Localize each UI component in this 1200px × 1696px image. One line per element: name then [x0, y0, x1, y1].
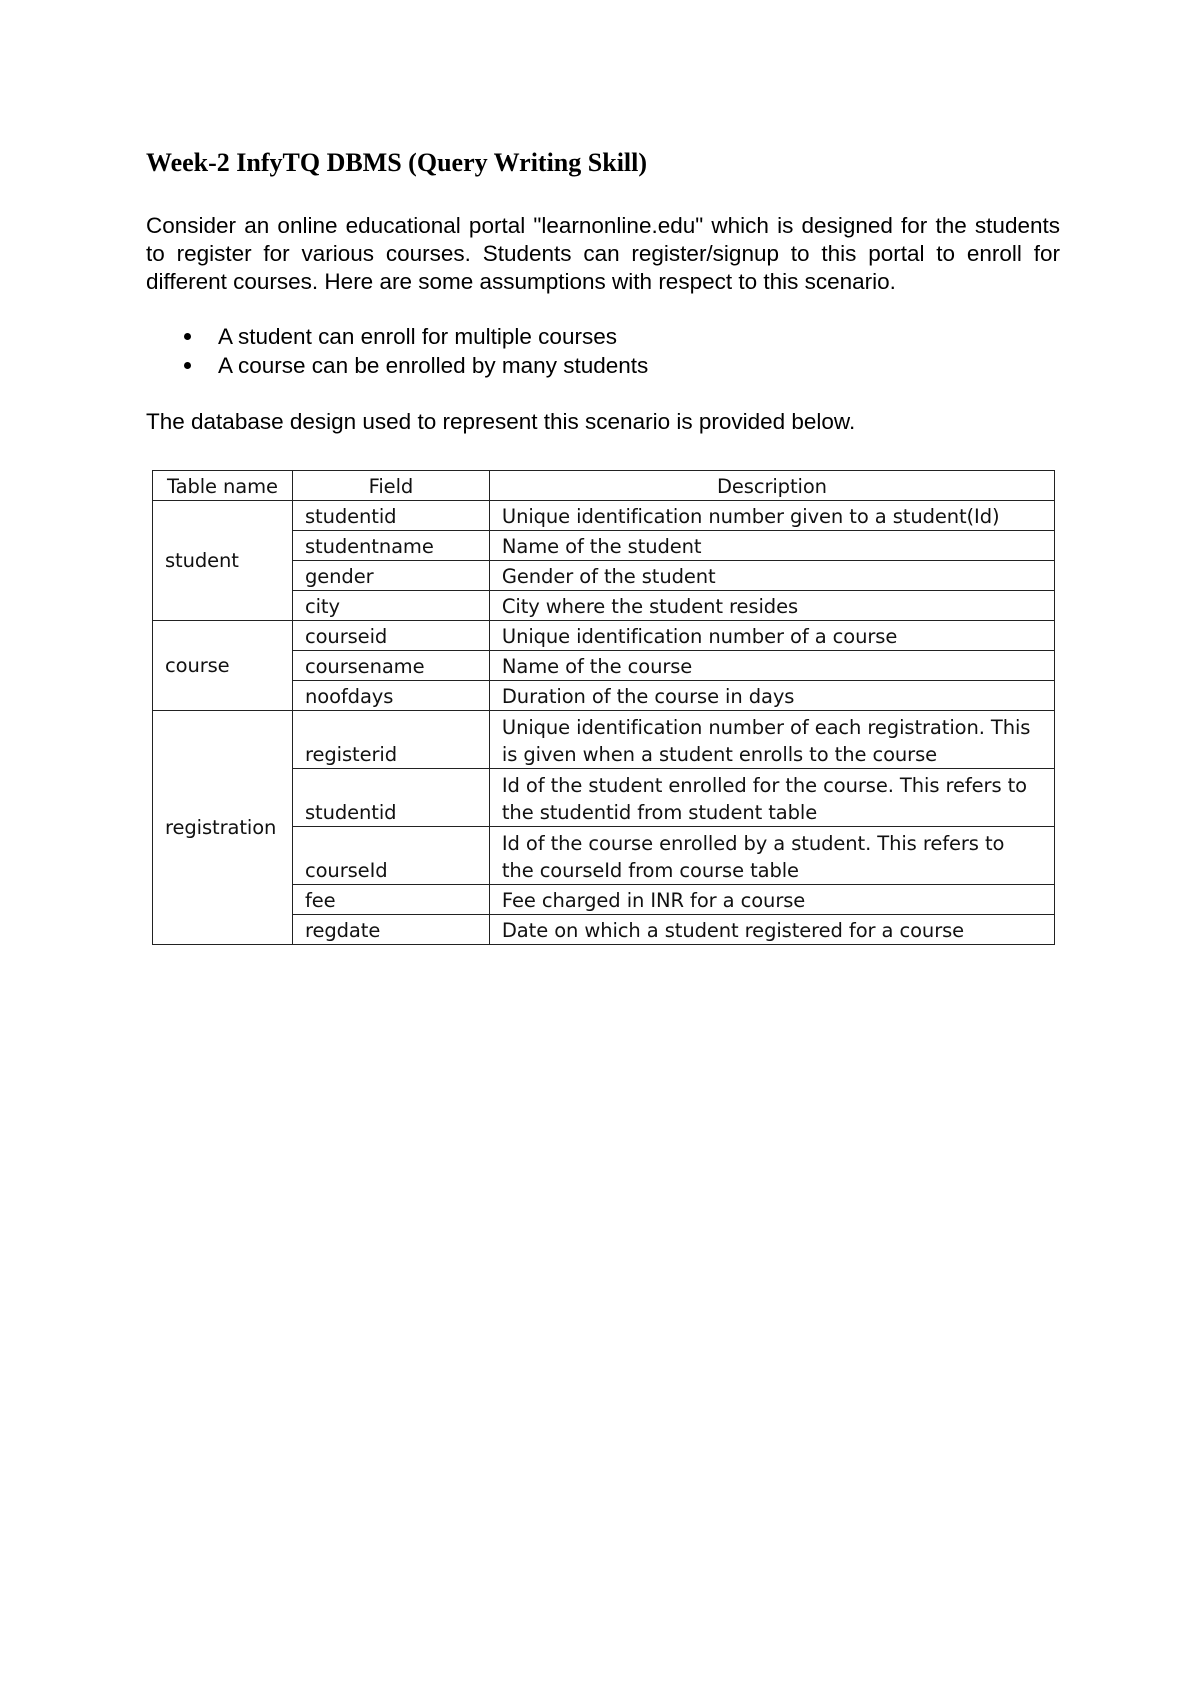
table-row [153, 711, 1055, 769]
schema-table [152, 470, 1055, 945]
table-row [153, 621, 1055, 651]
field-cell: courseId [292, 827, 489, 885]
description-cell: Id of the student enrolled for the course. This refers to the studentid from student table [489, 769, 1054, 827]
list-item-text: A course can be enrolled by many students [218, 353, 649, 378]
field-cell: registerid [292, 711, 489, 769]
description-cell: Fee charged in INR for a course [489, 885, 1054, 915]
list-item-text: A student can enroll for multiple courses [218, 324, 617, 349]
description-cell: Date on which a student registered for a course [489, 915, 1054, 945]
description-cell: Unique identification number of a course [489, 621, 1054, 651]
field-cell: coursename [292, 651, 489, 681]
description-cell: Id of the course enrolled by a student. This refers to the courseId from course table [489, 827, 1054, 885]
header-table-name: Table name [153, 471, 293, 501]
assumptions-list [146, 322, 648, 380]
description-cell: Name of the student [489, 531, 1054, 561]
table-header-row [153, 471, 1055, 501]
description-cell: Unique identification number of each registration. This is given when a student enrolls to the course [489, 711, 1054, 769]
list-item [146, 322, 648, 351]
field-cell: studentid [292, 769, 489, 827]
bullet-icon [184, 333, 191, 340]
field-cell: regdate [292, 915, 489, 945]
description-cell: Unique identification number given to a student(Id) [489, 501, 1054, 531]
field-cell: noofdays [292, 681, 489, 711]
intro-paragraph: Consider an online educational portal "learnonline.edu" which is designed for the students to register for various courses. Students can register/signup to this portal to enroll for different courses. Here are some assumptions with respect to this scenario. [146, 213, 1060, 294]
field-cell: studentid [292, 501, 489, 531]
header-description: Description [489, 471, 1054, 501]
header-field: Field [292, 471, 489, 501]
field-cell: studentname [292, 531, 489, 561]
database-intro: The database design used to represent this scenario is provided below. [146, 409, 856, 434]
description-cell: Gender of the student [489, 561, 1054, 591]
table-name-cell: registration [153, 711, 293, 945]
description-cell: Name of the course [489, 651, 1054, 681]
table-name-cell: student [153, 501, 293, 621]
field-cell: fee [292, 885, 489, 915]
description-cell: Duration of the course in days [489, 681, 1054, 711]
table-row [153, 501, 1055, 531]
bullet-icon [184, 362, 191, 369]
field-cell: city [292, 591, 489, 621]
document-title: Week-2 InfyTQ DBMS (Query Writing Skill) [146, 148, 648, 177]
field-cell: gender [292, 561, 489, 591]
list-item [146, 351, 648, 380]
field-cell: courseid [292, 621, 489, 651]
table-name-cell: course [153, 621, 293, 711]
description-cell: City where the student resides [489, 591, 1054, 621]
